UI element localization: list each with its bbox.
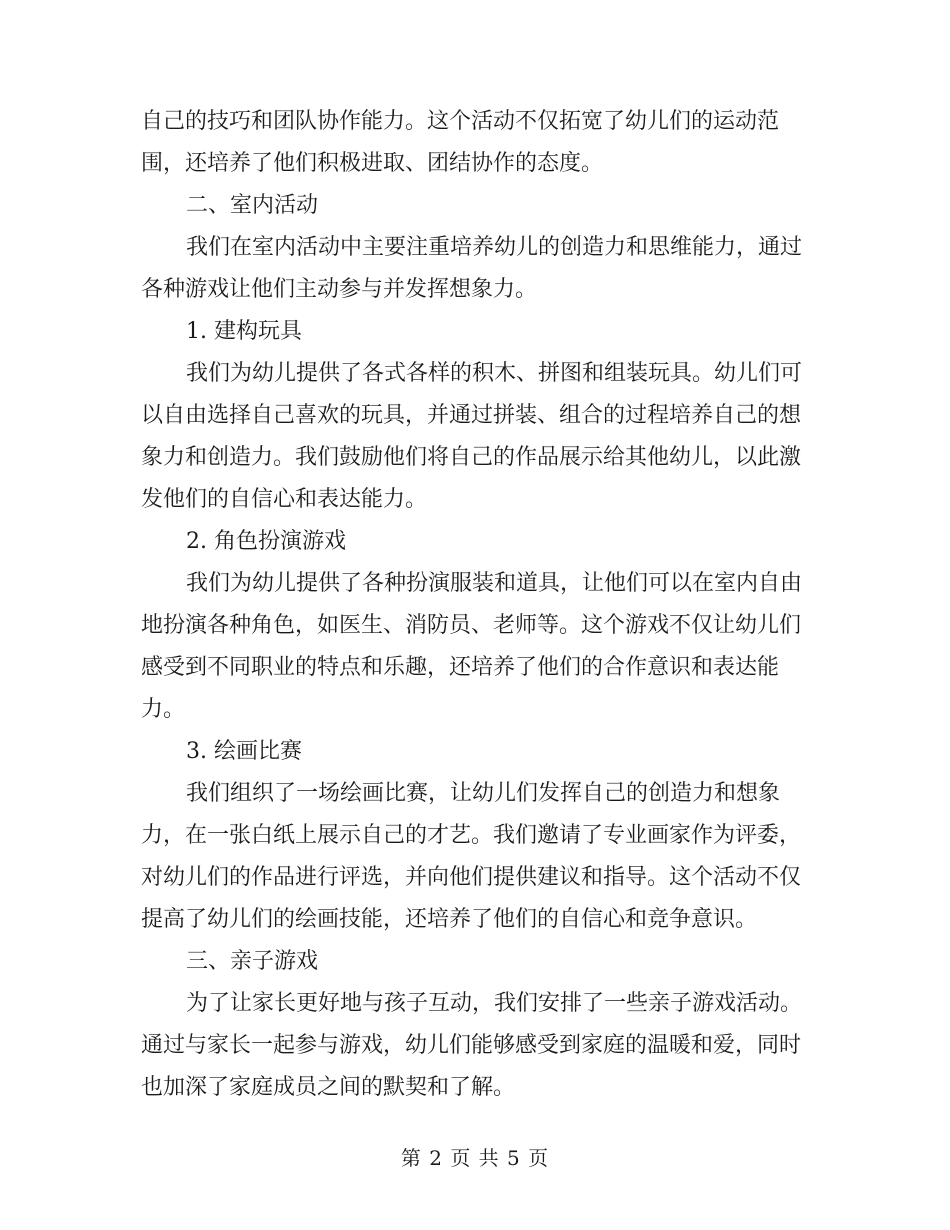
paragraph-start-line: 我们为幼儿提供了各式各样的积木、拼图和组装玩具。幼儿们可 [186, 361, 803, 386]
paragraph-line: 地扮演各种角色，如医生、消防员、老师等。这个游戏不仅让幼儿们 [141, 613, 802, 638]
paragraph-start-line: 1. 建构玩具 [186, 319, 302, 344]
paragraph-line: 力，在一张白纸上展示自己的才艺。我们邀请了专业画家作为评委， [141, 823, 802, 848]
paragraph-start-line: 我们组织了一场绘画比赛，让幼儿们发挥自己的创造力和想象 [186, 781, 781, 806]
paragraph-line: 象力和创造力。我们鼓励他们将自己的作品展示给其他幼儿，以此激 [141, 445, 802, 470]
paragraph-start-line: 二、室内活动 [186, 193, 319, 218]
paragraph-start-line: 为了让家长更好地与孩子互动，我们安排了一些亲子游戏活动。 [186, 991, 803, 1016]
paragraph-line: 力。 [141, 697, 186, 722]
paragraph-start-line: 三、亲子游戏 [186, 949, 319, 974]
paragraph-line: 感受到不同职业的特点和乐趣，还培养了他们的合作意识和表达能 [141, 655, 780, 680]
document-body [141, 101, 811, 1109]
paragraph-start-line: 2. 角色扮演游戏 [186, 529, 346, 554]
paragraph-line: 对幼儿们的作品进行评选，并向他们提供建议和指导。这个活动不仅 [141, 865, 802, 890]
paragraph-line: 以自由选择自己喜欢的玩具，并通过拼装、组合的过程培养自己的想 [141, 403, 802, 428]
paragraph-start-line: 我们为幼儿提供了各种扮演服装和道具，让他们可以在室内自由 [186, 571, 803, 596]
paragraph-line: 围，还培养了他们积极进取、团结协作的态度。 [141, 151, 604, 176]
paragraph-line: 发他们的自信心和表达能力。 [141, 487, 428, 512]
page-number-footer: 第 2 页 共 5 页 [400, 1146, 550, 1170]
paragraph-start-line: 3. 绘画比赛 [186, 739, 302, 764]
paragraph-line: 各种游戏让他们主动参与并发挥想象力。 [141, 277, 538, 302]
paragraph-line: 也加深了家庭成员之间的默契和了解。 [141, 1075, 516, 1100]
paragraph-line: 自己的技巧和团队协作能力。这个活动不仅拓宽了幼儿们的运动范 [141, 109, 780, 134]
paragraph-line: 通过与家长一起参与游戏，幼儿们能够感受到家庭的温暖和爱，同时 [141, 1033, 802, 1058]
paragraph-line: 提高了幼儿们的绘画技能，还培养了他们的自信心和竞争意识。 [141, 907, 758, 932]
paragraph-start-line: 我们在室内活动中主要注重培养幼儿的创造力和思维能力，通过 [186, 235, 803, 260]
